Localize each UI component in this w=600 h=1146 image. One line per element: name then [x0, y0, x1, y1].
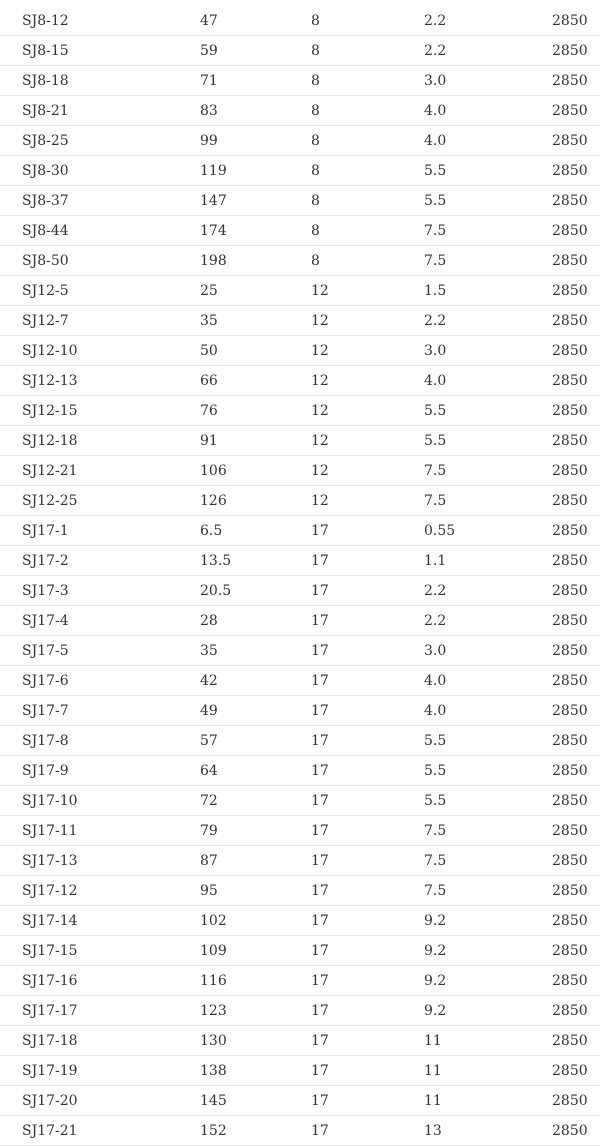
- table-row: [0, 66, 600, 96]
- speed-cell: 2850: [552, 636, 600, 666]
- flow-cell: 102: [200, 906, 311, 936]
- speed-cell: 2850: [552, 426, 600, 456]
- model-cell: SJ17-18: [0, 1026, 200, 1056]
- power-cell: 5.5: [424, 426, 552, 456]
- power-cell: 11: [424, 1086, 552, 1116]
- power-cell: 3.0: [424, 336, 552, 366]
- stages-cell: 17: [311, 546, 424, 576]
- table-row: [0, 906, 600, 936]
- stages-cell: 17: [311, 1086, 424, 1116]
- speed-cell: 2850: [552, 606, 600, 636]
- model-cell: SJ17-19: [0, 1056, 200, 1086]
- power-cell: 9.2: [424, 996, 552, 1026]
- table-row: [0, 276, 600, 306]
- table-row: [0, 666, 600, 696]
- table-row: [0, 36, 600, 66]
- speed-cell: 2850: [552, 396, 600, 426]
- stages-cell: 12: [311, 366, 424, 396]
- flow-cell: 99: [200, 126, 311, 156]
- speed-cell: 2850: [552, 306, 600, 336]
- speed-cell: 2850: [552, 876, 600, 906]
- stages-cell: 8: [311, 96, 424, 126]
- stages-cell: 12: [311, 486, 424, 516]
- stages-cell: 17: [311, 786, 424, 816]
- speed-cell: 2850: [552, 1116, 600, 1146]
- model-cell: SJ17-7: [0, 696, 200, 726]
- power-cell: 9.2: [424, 906, 552, 936]
- table-row: [0, 996, 600, 1026]
- speed-cell: 2850: [552, 816, 600, 846]
- power-cell: 7.5: [424, 816, 552, 846]
- stages-cell: 17: [311, 876, 424, 906]
- stages-cell: 8: [311, 216, 424, 246]
- model-cell: SJ17-8: [0, 726, 200, 756]
- model-cell: SJ12-25: [0, 486, 200, 516]
- table-row: [0, 6, 600, 36]
- table-row: [0, 1116, 600, 1146]
- flow-cell: 28: [200, 606, 311, 636]
- table-row: [0, 96, 600, 126]
- model-cell: SJ17-14: [0, 906, 200, 936]
- stages-cell: 12: [311, 456, 424, 486]
- speed-cell: 2850: [552, 666, 600, 696]
- model-cell: SJ17-15: [0, 936, 200, 966]
- model-cell: SJ8-30: [0, 156, 200, 186]
- power-cell: 2.2: [424, 36, 552, 66]
- model-cell: SJ17-2: [0, 546, 200, 576]
- model-cell: SJ12-10: [0, 336, 200, 366]
- table-row: [0, 366, 600, 396]
- power-cell: 7.5: [424, 486, 552, 516]
- speed-cell: 2850: [552, 6, 600, 36]
- stages-cell: 12: [311, 396, 424, 426]
- pump-spec-table: [0, 6, 600, 1146]
- stages-cell: 8: [311, 186, 424, 216]
- flow-cell: 130: [200, 1026, 311, 1056]
- speed-cell: 2850: [552, 1056, 600, 1086]
- table-row: [0, 396, 600, 426]
- speed-cell: 2850: [552, 36, 600, 66]
- speed-cell: 2850: [552, 906, 600, 936]
- flow-cell: 47: [200, 6, 311, 36]
- flow-cell: 138: [200, 1056, 311, 1086]
- flow-cell: 119: [200, 156, 311, 186]
- spec-table-body: [0, 6, 600, 1146]
- speed-cell: 2850: [552, 186, 600, 216]
- power-cell: 5.5: [424, 186, 552, 216]
- model-cell: SJ8-15: [0, 36, 200, 66]
- table-row: [0, 486, 600, 516]
- power-cell: 2.2: [424, 606, 552, 636]
- model-cell: SJ8-21: [0, 96, 200, 126]
- stages-cell: 17: [311, 606, 424, 636]
- speed-cell: 2850: [552, 546, 600, 576]
- flow-cell: 35: [200, 636, 311, 666]
- flow-cell: 13.5: [200, 546, 311, 576]
- flow-cell: 57: [200, 726, 311, 756]
- model-cell: SJ12-13: [0, 366, 200, 396]
- model-cell: SJ17-10: [0, 786, 200, 816]
- table-row: [0, 876, 600, 906]
- model-cell: SJ17-6: [0, 666, 200, 696]
- table-row: [0, 1026, 600, 1056]
- table-row: [0, 306, 600, 336]
- model-cell: SJ12-5: [0, 276, 200, 306]
- power-cell: 2.2: [424, 576, 552, 606]
- speed-cell: 2850: [552, 996, 600, 1026]
- stages-cell: 17: [311, 516, 424, 546]
- flow-cell: 20.5: [200, 576, 311, 606]
- power-cell: 3.0: [424, 66, 552, 96]
- speed-cell: 2850: [552, 786, 600, 816]
- table-row: [0, 1086, 600, 1116]
- model-cell: SJ8-12: [0, 6, 200, 36]
- flow-cell: 6.5: [200, 516, 311, 546]
- power-cell: 4.0: [424, 696, 552, 726]
- model-cell: SJ17-13: [0, 846, 200, 876]
- flow-cell: 174: [200, 216, 311, 246]
- power-cell: 7.5: [424, 846, 552, 876]
- stages-cell: 17: [311, 996, 424, 1026]
- speed-cell: 2850: [552, 126, 600, 156]
- stages-cell: 8: [311, 36, 424, 66]
- table-row: [0, 966, 600, 996]
- speed-cell: 2850: [552, 846, 600, 876]
- flow-cell: 42: [200, 666, 311, 696]
- speed-cell: 2850: [552, 516, 600, 546]
- stages-cell: 8: [311, 246, 424, 276]
- model-cell: SJ17-5: [0, 636, 200, 666]
- power-cell: 5.5: [424, 756, 552, 786]
- power-cell: 1.1: [424, 546, 552, 576]
- table-row: [0, 246, 600, 276]
- model-cell: SJ17-4: [0, 606, 200, 636]
- speed-cell: 2850: [552, 96, 600, 126]
- stages-cell: 17: [311, 846, 424, 876]
- model-cell: SJ12-21: [0, 456, 200, 486]
- stages-cell: 12: [311, 336, 424, 366]
- stages-cell: 17: [311, 726, 424, 756]
- table-row: [0, 726, 600, 756]
- speed-cell: 2850: [552, 336, 600, 366]
- flow-cell: 145: [200, 1086, 311, 1116]
- speed-cell: 2850: [552, 276, 600, 306]
- stages-cell: 17: [311, 1116, 424, 1146]
- stages-cell: 17: [311, 666, 424, 696]
- speed-cell: 2850: [552, 576, 600, 606]
- stages-cell: 17: [311, 906, 424, 936]
- flow-cell: 66: [200, 366, 311, 396]
- speed-cell: 2850: [552, 1086, 600, 1116]
- stages-cell: 8: [311, 6, 424, 36]
- flow-cell: 147: [200, 186, 311, 216]
- stages-cell: 17: [311, 966, 424, 996]
- stages-cell: 8: [311, 156, 424, 186]
- stages-cell: 17: [311, 636, 424, 666]
- speed-cell: 2850: [552, 486, 600, 516]
- power-cell: 5.5: [424, 726, 552, 756]
- model-cell: SJ17-1: [0, 516, 200, 546]
- power-cell: 7.5: [424, 456, 552, 486]
- speed-cell: 2850: [552, 726, 600, 756]
- table-row: [0, 846, 600, 876]
- power-cell: 2.2: [424, 306, 552, 336]
- flow-cell: 198: [200, 246, 311, 276]
- stages-cell: 17: [311, 576, 424, 606]
- flow-cell: 49: [200, 696, 311, 726]
- speed-cell: 2850: [552, 66, 600, 96]
- stages-cell: 17: [311, 1026, 424, 1056]
- flow-cell: 109: [200, 936, 311, 966]
- power-cell: 7.5: [424, 246, 552, 276]
- power-cell: 7.5: [424, 876, 552, 906]
- model-cell: SJ12-7: [0, 306, 200, 336]
- flow-cell: 87: [200, 846, 311, 876]
- stages-cell: 8: [311, 126, 424, 156]
- table-row: [0, 456, 600, 486]
- power-cell: 0.55: [424, 516, 552, 546]
- power-cell: 2.2: [424, 6, 552, 36]
- speed-cell: 2850: [552, 756, 600, 786]
- power-cell: 4.0: [424, 96, 552, 126]
- table-row: [0, 816, 600, 846]
- speed-cell: 2850: [552, 366, 600, 396]
- table-row: [0, 126, 600, 156]
- model-cell: SJ8-18: [0, 66, 200, 96]
- flow-cell: 106: [200, 456, 311, 486]
- model-cell: SJ17-9: [0, 756, 200, 786]
- table-row: [0, 606, 600, 636]
- flow-cell: 126: [200, 486, 311, 516]
- speed-cell: 2850: [552, 936, 600, 966]
- speed-cell: 2850: [552, 1026, 600, 1056]
- model-cell: SJ17-16: [0, 966, 200, 996]
- model-cell: SJ12-15: [0, 396, 200, 426]
- power-cell: 5.5: [424, 396, 552, 426]
- power-cell: 5.5: [424, 156, 552, 186]
- table-row: [0, 936, 600, 966]
- stages-cell: 12: [311, 276, 424, 306]
- model-cell: SJ8-25: [0, 126, 200, 156]
- speed-cell: 2850: [552, 696, 600, 726]
- power-cell: 5.5: [424, 786, 552, 816]
- table-row: [0, 636, 600, 666]
- table-row: [0, 576, 600, 606]
- table-row: [0, 426, 600, 456]
- model-cell: SJ12-18: [0, 426, 200, 456]
- power-cell: 13: [424, 1116, 552, 1146]
- power-cell: 11: [424, 1056, 552, 1086]
- speed-cell: 2850: [552, 456, 600, 486]
- model-cell: SJ17-11: [0, 816, 200, 846]
- table-row: [0, 756, 600, 786]
- speed-cell: 2850: [552, 216, 600, 246]
- flow-cell: 25: [200, 276, 311, 306]
- flow-cell: 59: [200, 36, 311, 66]
- stages-cell: 12: [311, 426, 424, 456]
- stages-cell: 17: [311, 1056, 424, 1086]
- stages-cell: 17: [311, 696, 424, 726]
- table-row: [0, 216, 600, 246]
- flow-cell: 83: [200, 96, 311, 126]
- flow-cell: 50: [200, 336, 311, 366]
- flow-cell: 64: [200, 756, 311, 786]
- stages-cell: 12: [311, 306, 424, 336]
- speed-cell: 2850: [552, 246, 600, 276]
- stages-cell: 17: [311, 936, 424, 966]
- model-cell: SJ8-37: [0, 186, 200, 216]
- power-cell: 4.0: [424, 666, 552, 696]
- flow-cell: 35: [200, 306, 311, 336]
- model-cell: SJ17-21: [0, 1116, 200, 1146]
- stages-cell: 8: [311, 66, 424, 96]
- flow-cell: 76: [200, 396, 311, 426]
- table-row: [0, 516, 600, 546]
- table-row: [0, 696, 600, 726]
- flow-cell: 91: [200, 426, 311, 456]
- flow-cell: 116: [200, 966, 311, 996]
- table-row: [0, 186, 600, 216]
- flow-cell: 71: [200, 66, 311, 96]
- model-cell: SJ17-20: [0, 1086, 200, 1116]
- table-row: [0, 1056, 600, 1086]
- power-cell: 7.5: [424, 216, 552, 246]
- power-cell: 4.0: [424, 366, 552, 396]
- flow-cell: 123: [200, 996, 311, 1026]
- stages-cell: 17: [311, 756, 424, 786]
- flow-cell: 72: [200, 786, 311, 816]
- model-cell: SJ8-44: [0, 216, 200, 246]
- flow-cell: 152: [200, 1116, 311, 1146]
- stages-cell: 17: [311, 816, 424, 846]
- flow-cell: 79: [200, 816, 311, 846]
- model-cell: SJ8-50: [0, 246, 200, 276]
- power-cell: 9.2: [424, 966, 552, 996]
- flow-cell: 95: [200, 876, 311, 906]
- power-cell: 11: [424, 1026, 552, 1056]
- model-cell: SJ17-17: [0, 996, 200, 1026]
- power-cell: 9.2: [424, 936, 552, 966]
- power-cell: 3.0: [424, 636, 552, 666]
- speed-cell: 2850: [552, 966, 600, 996]
- power-cell: 4.0: [424, 126, 552, 156]
- table-row: [0, 156, 600, 186]
- model-cell: SJ17-12: [0, 876, 200, 906]
- table-row: [0, 546, 600, 576]
- speed-cell: 2850: [552, 156, 600, 186]
- table-row: [0, 786, 600, 816]
- model-cell: SJ17-3: [0, 576, 200, 606]
- power-cell: 1.5: [424, 276, 552, 306]
- table-row: [0, 336, 600, 366]
